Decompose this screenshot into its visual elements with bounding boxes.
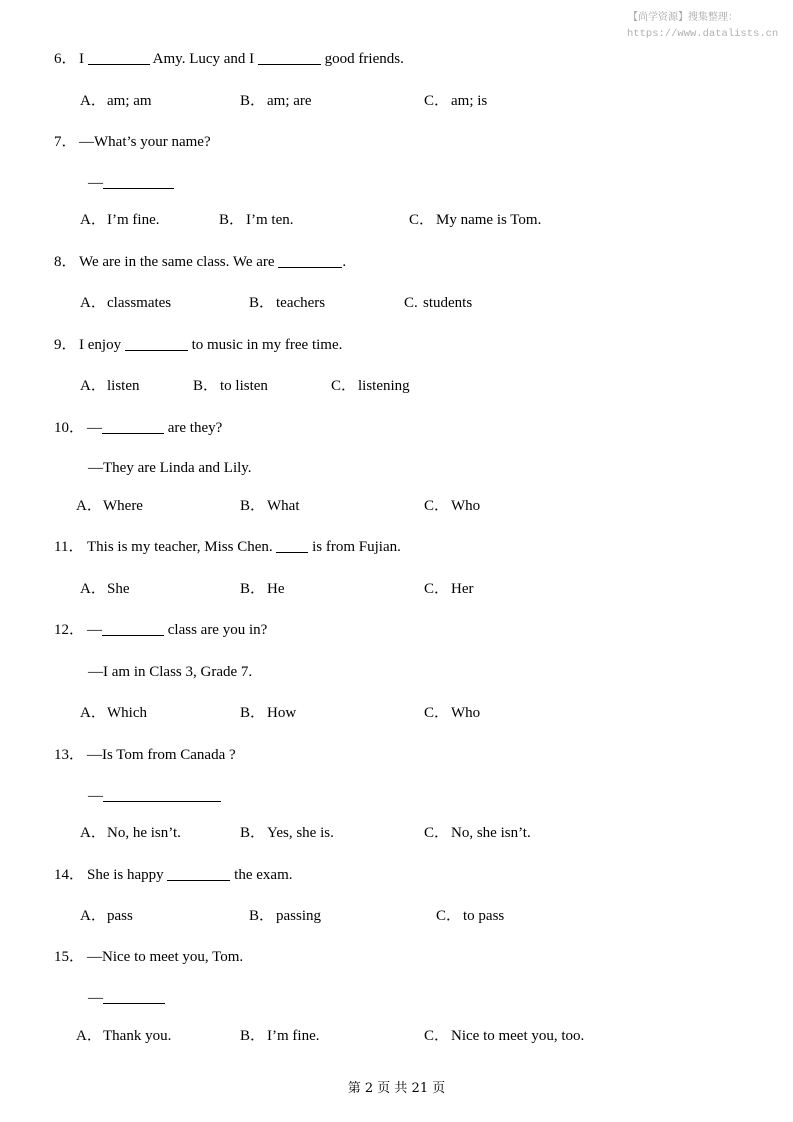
option-text: How <box>267 705 297 721</box>
answer-blank <box>167 879 230 881</box>
option-a <box>80 92 152 110</box>
option-b <box>240 704 296 722</box>
reply-line <box>88 663 252 681</box>
option-label: C． <box>424 1028 450 1044</box>
option-text: Yes, she is. <box>267 825 334 841</box>
question-number: 10． <box>54 420 85 436</box>
stem-text: We are in the same class. We are <box>79 254 279 270</box>
option-b <box>240 824 334 842</box>
stem-text: —What’s your name? <box>79 134 211 150</box>
option-text: Which <box>107 705 147 721</box>
question-stem <box>54 133 211 151</box>
option-text: am; is <box>451 93 488 109</box>
option-label: C． <box>424 705 450 721</box>
option-text: classmates <box>107 295 172 311</box>
question-number: 7． <box>54 134 77 150</box>
question-stem <box>54 419 222 437</box>
stem-text: I <box>79 51 88 67</box>
option-b <box>249 294 325 312</box>
answer-blank <box>278 266 342 268</box>
option-c <box>404 294 472 312</box>
stem-text: the exam. <box>230 867 293 883</box>
option-label: C． <box>436 908 462 924</box>
option-label: C． <box>409 212 435 228</box>
option-label: C． <box>424 498 450 514</box>
question-number: 8． <box>54 254 77 270</box>
option-text: He <box>267 581 285 597</box>
option-text: Her <box>451 581 474 597</box>
option-label: A． <box>80 908 106 924</box>
stem-text: This is my teacher, Miss Chen. <box>87 539 277 555</box>
option-b <box>249 907 321 925</box>
option-text: students <box>423 295 473 311</box>
stem-text: She is happy <box>87 867 168 883</box>
option-label: C． <box>424 93 450 109</box>
reply-line <box>88 787 221 805</box>
option-a <box>80 294 171 312</box>
reply-line <box>88 989 165 1007</box>
option-label: B． <box>240 705 266 721</box>
option-label: C． <box>331 378 357 394</box>
option-text: I’m fine. <box>107 212 160 228</box>
reply-text: —They are Linda and Lily. <box>88 460 252 476</box>
option-label: A． <box>76 1028 102 1044</box>
option-a <box>80 580 130 598</box>
reply-text: — <box>88 175 103 191</box>
question-stem <box>54 253 346 271</box>
option-label: C． <box>424 581 450 597</box>
question-stem <box>54 50 404 68</box>
option-text: My name is Tom. <box>436 212 542 228</box>
option-a <box>80 704 147 722</box>
option-text: Nice to meet you, too. <box>451 1028 585 1044</box>
option-text: teachers <box>276 295 326 311</box>
option-b <box>219 211 293 229</box>
option-label: A． <box>80 378 106 394</box>
option-label: B． <box>240 1028 266 1044</box>
option-text: am; are <box>267 93 312 109</box>
option-text: No, she isn’t. <box>451 825 531 841</box>
option-label: A． <box>80 295 106 311</box>
reply-text: — <box>88 990 103 1006</box>
option-text: I’m fine. <box>267 1028 320 1044</box>
option-a <box>76 1027 171 1045</box>
option-text: am; am <box>107 93 152 109</box>
question-number: 12． <box>54 622 85 638</box>
question-number: 15． <box>54 949 85 965</box>
option-c <box>424 1027 584 1045</box>
option-c <box>331 377 410 395</box>
option-b <box>193 377 268 395</box>
option-a <box>80 377 140 395</box>
option-c <box>424 497 480 515</box>
option-label: A． <box>80 705 106 721</box>
option-text: Where <box>103 498 143 514</box>
option-c <box>424 92 487 110</box>
option-label: B． <box>240 498 266 514</box>
option-text: pass <box>107 908 133 924</box>
question-stem <box>54 948 243 966</box>
option-a <box>80 907 133 925</box>
stem-text: is from Fujian. <box>308 539 401 555</box>
option-label: B． <box>240 93 266 109</box>
option-label: B． <box>219 212 245 228</box>
answer-blank <box>102 432 164 434</box>
option-text: passing <box>276 908 321 924</box>
reply-text: — <box>88 788 103 804</box>
option-a <box>80 824 181 842</box>
option-text: No, he isn’t. <box>107 825 181 841</box>
option-text: to listen <box>220 378 268 394</box>
option-label: B． <box>249 295 275 311</box>
option-label: A． <box>76 498 102 514</box>
option-label: A． <box>80 93 106 109</box>
answer-blank <box>103 800 221 802</box>
option-label: C． <box>424 825 450 841</box>
option-label: A． <box>80 825 106 841</box>
option-text: What <box>267 498 300 514</box>
answer-blank <box>258 63 321 65</box>
option-b <box>240 92 312 110</box>
answer-blank <box>102 634 164 636</box>
option-c <box>424 824 531 842</box>
stem-text: —Is Tom from Canada ? <box>87 747 236 763</box>
option-text: She <box>107 581 130 597</box>
option-text: Who <box>451 498 481 514</box>
stem-text: to music in my free time. <box>187 337 343 353</box>
stem-text: are they? <box>164 420 223 436</box>
answer-blank <box>103 187 174 189</box>
option-text: listen <box>107 378 140 394</box>
option-label: A． <box>80 581 106 597</box>
option-label: C. <box>404 295 418 311</box>
question-number: 9． <box>54 337 77 353</box>
question-stem <box>54 866 292 884</box>
question-number: 11． <box>54 539 84 555</box>
stem-text: —Nice to meet you, Tom. <box>87 949 244 965</box>
option-label: B． <box>240 581 266 597</box>
stem-text: . <box>342 254 347 270</box>
option-c <box>409 211 541 229</box>
question-number: 13． <box>54 747 85 763</box>
option-label: B． <box>240 825 266 841</box>
option-text: to pass <box>463 908 505 924</box>
watermark-source: 【尚学资源】搜集整理： <box>628 12 738 23</box>
option-label: B． <box>193 378 219 394</box>
stem-text: class are you in? <box>164 622 268 638</box>
question-stem <box>54 538 401 556</box>
option-b <box>240 580 285 598</box>
option-a <box>76 497 143 515</box>
option-b <box>240 1027 319 1045</box>
option-c <box>436 907 504 925</box>
question-stem <box>54 336 342 354</box>
stem-text: — <box>87 420 102 436</box>
reply-line <box>88 459 252 477</box>
question-number: 6． <box>54 51 77 67</box>
option-a <box>80 211 159 229</box>
stem-text: good friends. <box>320 51 404 67</box>
reply-text: —I am in Class 3, Grade 7. <box>88 664 253 680</box>
option-b <box>240 497 299 515</box>
page-indicator: 第 2 页 共 21 页 <box>347 1081 446 1096</box>
option-c <box>424 580 474 598</box>
option-label: A． <box>80 212 106 228</box>
watermark-url: https://www.datalists.cn <box>627 28 779 40</box>
reply-line <box>88 174 174 192</box>
option-text: Who <box>451 705 481 721</box>
option-text: Thank you. <box>103 1028 172 1044</box>
option-text: listening <box>358 378 410 394</box>
answer-blank <box>103 1002 165 1004</box>
question-number: 14． <box>54 867 85 883</box>
answer-blank <box>125 349 188 351</box>
option-c <box>424 704 480 722</box>
question-stem <box>54 621 267 639</box>
question-stem <box>54 746 236 764</box>
stem-text: — <box>87 622 102 638</box>
answer-blank <box>276 551 308 553</box>
answer-blank <box>88 63 150 65</box>
option-label: B． <box>249 908 275 924</box>
stem-text: Amy. Lucy and I <box>149 51 258 67</box>
stem-text: I enjoy <box>79 337 125 353</box>
option-text: I’m ten. <box>246 212 294 228</box>
